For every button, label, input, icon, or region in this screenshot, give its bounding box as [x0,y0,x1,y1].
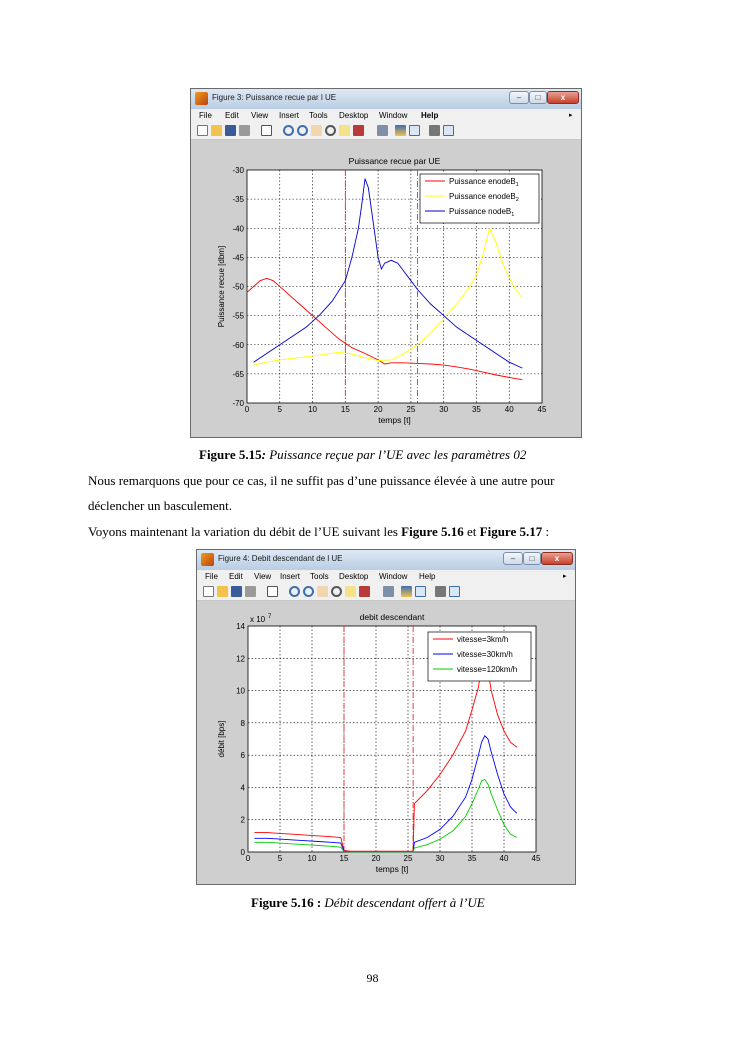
chart-puissance [191,140,581,438]
window-titlebar[interactable] [191,89,581,110]
y-tick-label: 4 [240,783,245,793]
close-button[interactable]: x [547,91,579,104]
figure-window-2 [196,549,576,885]
save-icon[interactable] [231,586,242,597]
legend-label: vitesse=30km/h [457,650,513,659]
figure-ref-516[interactable]: Figure 5.16 [401,524,464,539]
caption-label: Figure 5.16 : [251,895,322,910]
y-tick-label: -50 [232,282,244,292]
zoom-in-icon[interactable] [289,586,300,597]
y-tick-label: 14 [236,622,245,631]
menu-window[interactable]: Window [379,111,408,120]
menu-overflow-icon[interactable]: ▸ [569,112,573,119]
y-exponent-power: 7 [268,614,272,620]
menu-file[interactable]: File [199,111,212,120]
y-tick-label: -70 [232,399,244,408]
figure-ref-517[interactable]: Figure 5.17 [479,524,543,539]
rotate-icon[interactable] [325,125,336,136]
y-tick-label: 10 [236,686,245,696]
print-icon[interactable] [239,125,250,136]
x-tick-label: 45 [537,405,547,414]
x-axis-label: temps [t] [375,864,409,874]
x-tick-label: 40 [504,405,514,414]
caption-colon: : [261,447,266,462]
legend-subscript: 1 [511,212,515,218]
menu-tools[interactable]: Tools [309,111,328,120]
brush-icon[interactable] [353,125,364,136]
y-tick-label: -60 [232,340,244,350]
menu-insert[interactable]: Insert [280,572,301,581]
hide-plot-tools-icon[interactable] [429,125,440,136]
x-tick-label: 15 [339,854,349,863]
x-axis-label: temps [t] [378,415,411,425]
menu-edit[interactable]: Edit [225,111,239,120]
maximize-button[interactable]: □ [523,552,541,565]
y-tick-label: 12 [236,654,245,664]
legend-icon[interactable] [409,125,420,136]
para-text-before: Voyons maintenant la variation du débit de l’UE suivant les [88,524,402,539]
x-tick-label: 10 [307,854,317,863]
menu-bar [197,570,575,584]
minimize-button[interactable]: – [509,91,529,104]
x-tick-label: 20 [373,405,383,414]
x-tick-label: 30 [435,854,445,863]
y-tick-label: 8 [240,718,245,728]
show-plot-tools-icon[interactable] [449,586,460,597]
new-figure-icon[interactable] [197,125,208,136]
legend-label: Puissance nodeB$_1$ [449,207,515,218]
legend-subscript: 1 [515,182,519,188]
paragraph-figures-ref [88,524,549,540]
hide-plot-tools-icon[interactable] [435,586,446,597]
menu-view[interactable]: View [254,572,272,581]
toolbar [191,123,581,140]
menu-desktop[interactable]: Desktop [339,111,369,120]
rotate-icon[interactable] [331,586,342,597]
legend-label: vitesse=3km/h [457,635,509,644]
y-tick-label: -55 [232,311,244,321]
zoom-out-icon[interactable] [303,586,314,597]
menu-help[interactable]: Help [421,111,439,120]
x-tick-label: 20 [371,854,381,863]
window-title: Figure 3: Puissance recue par l UE [212,93,337,102]
figure-window-1 [190,88,582,438]
para-text-mid: et [463,524,480,539]
y-tick-label: 2 [240,815,245,825]
data-cursor-icon[interactable] [339,125,350,136]
menu-edit[interactable]: Edit [229,572,243,581]
plot-area [191,140,581,437]
y-tick-label: 0 [240,848,245,857]
close-button[interactable]: x [541,552,573,565]
window-titlebar[interactable] [197,550,575,571]
data-cursor-icon[interactable] [345,586,356,597]
plot-area [197,601,575,884]
caption-text: Puissance reçue par l’UE avec les paramètres 02 [265,447,527,462]
show-plot-tools-icon[interactable] [443,125,454,136]
legend-subscript: 2 [515,197,519,203]
x-tick-label: 5 [277,405,283,414]
chart-title: debit descendant [359,612,425,622]
page-number: 98 [366,971,379,985]
pan-icon[interactable] [317,586,328,597]
x-tick-label: 35 [467,854,477,863]
legend-label: vitesse=120km/h [457,665,518,674]
x-tick-label: 45 [531,854,541,863]
x-tick-label: 25 [406,405,416,414]
chart-debit [197,601,575,885]
paragraph-line-2: déclencher un basculement. [88,498,233,513]
matlab-icon [201,553,214,566]
chart-title: Puissance recue par UE [348,156,441,166]
y-tick-label: 6 [240,751,245,761]
toolbar [197,584,575,601]
zoom-in-icon[interactable] [283,125,294,136]
y-tick-label: -30 [232,166,244,175]
y-axis-label: débit [bps] [217,720,226,758]
print-icon[interactable] [245,586,256,597]
y-exponent-label: x 10 [250,615,266,624]
window-title: Figure 4: Debit descendant de l UE [218,554,343,563]
save-icon[interactable] [225,125,236,136]
zoom-out-icon[interactable] [297,125,308,136]
pointer-icon[interactable] [261,125,272,136]
new-figure-icon[interactable] [203,586,214,597]
x-tick-label: 0 [245,854,251,863]
x-tick-label: 15 [340,405,350,414]
legend-label: Puissance enodeB$_2$ [449,192,519,203]
menu-insert[interactable]: Insert [279,111,300,120]
open-file-icon[interactable] [211,125,222,136]
x-tick-label: 10 [308,405,318,414]
menu-desktop[interactable]: Desktop [339,572,369,581]
legend-label: Puissance enodeB$_1$ [449,177,519,188]
link-icon[interactable] [377,125,388,136]
figure-caption-1 [199,447,526,463]
maximize-button[interactable]: □ [529,91,547,104]
para-text-after: : [542,524,550,539]
link-icon[interactable] [383,586,394,597]
menu-bar [191,109,581,123]
menu-file[interactable]: File [205,572,218,581]
pan-icon[interactable] [311,125,322,136]
y-tick-label: -45 [232,253,244,263]
menu-window[interactable]: Window [379,572,408,581]
menu-overflow-icon[interactable]: ▸ [563,573,567,580]
menu-view[interactable]: View [251,111,269,120]
menu-help[interactable]: Help [419,572,436,581]
pointer-icon[interactable] [267,586,278,597]
open-file-icon[interactable] [217,586,228,597]
caption-text: Débit descendant offert à l’UE [321,895,485,910]
menu-tools[interactable]: Tools [310,572,329,581]
x-tick-label: 0 [244,405,250,414]
x-tick-label: 25 [403,854,413,863]
y-tick-label: -40 [232,224,244,234]
paragraph-line-1: Nous remarquons que pour ce cas, il ne suffit pas d’une puissance élevée à une autre pour [88,473,555,488]
brush-icon[interactable] [359,586,370,597]
y-axis-label: Puissance recue [dbm] [217,245,226,328]
figure-caption-2 [251,895,485,911]
legend-icon[interactable] [415,586,426,597]
minimize-button[interactable]: – [503,552,523,565]
colorbar-icon[interactable] [401,586,412,597]
caption-label: Figure 5.15 [199,447,262,462]
x-tick-label: 40 [499,854,509,863]
matlab-icon [195,92,208,105]
x-tick-label: 30 [439,405,449,414]
colorbar-icon[interactable] [395,125,406,136]
x-tick-label: 5 [277,854,283,863]
x-tick-label: 35 [471,405,481,414]
y-tick-label: -35 [232,195,244,205]
y-tick-label: -65 [232,369,244,379]
